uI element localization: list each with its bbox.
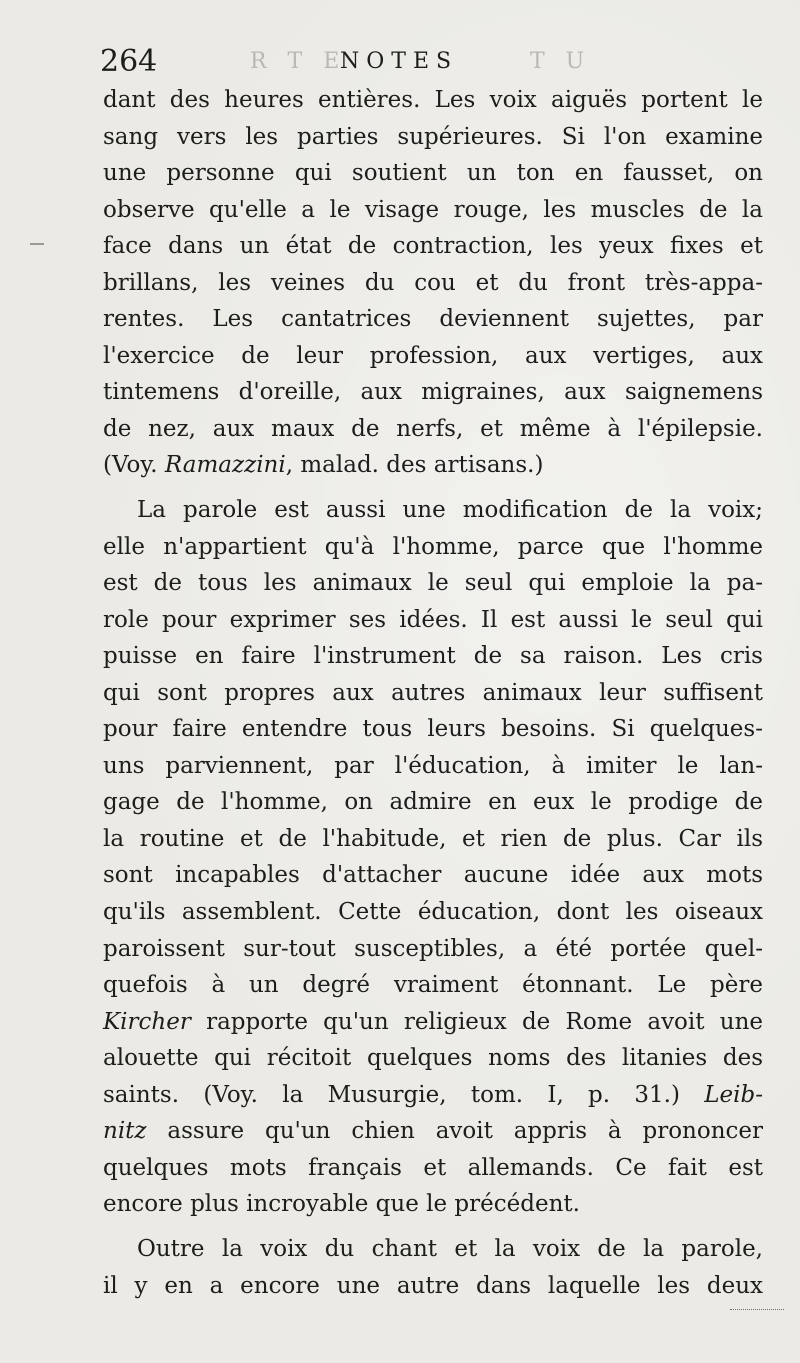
page-number: 264 [100, 44, 158, 79]
text-line: rentes. Les cantatrices deviennent sujettes, par [103, 306, 763, 333]
text-line: observe qu'elle a le visage rouge, les muscles de la [103, 196, 763, 223]
text-line: Kircher rapporte qu'un religieux de Rome avoit une [103, 1008, 763, 1035]
text-line: alouette qui récitoit quelques noms des litanies des [103, 1045, 763, 1072]
text-line: nitz assure qu'un chien avoit appris à prononcer [103, 1118, 763, 1145]
paragraph [103, 82, 763, 484]
text-line: elle n'appartient qu'à l'homme, parce que l'homme [103, 533, 763, 560]
text-line: gage de l'homme, on admire en eux le prodige de [103, 789, 763, 816]
text-line: est de tous les animaux le seul qui emploie la pa- [103, 570, 763, 597]
text-line: uns parviennent, par l'éducation, à imiter le lan- [103, 752, 763, 779]
text-line: de nez, aux maux de nerfs, et même à l'épilepsie. [103, 415, 763, 442]
text-line: quefois à un degré vraiment étonnant. Le père [103, 972, 763, 999]
cited-author: nitz [103, 1118, 147, 1145]
body-text [103, 82, 763, 1304]
page-header [100, 44, 760, 84]
show-through-text: R T E [250, 49, 347, 74]
text-line: paroissent sur-tout susceptibles, a été portée quel- [103, 935, 763, 962]
citation-rest: , malad. des artisans.) [285, 452, 544, 479]
cited-author: Ramazzini [164, 452, 286, 479]
text-line: puisse en faire l'instrument de sa raison. Les cris [103, 643, 763, 670]
text-line: encore plus incroyable que le précédent. [103, 1191, 580, 1218]
text-line: il y en a encore une autre dans laquelle les deux [103, 1272, 763, 1299]
cited-author: Kircher [103, 1008, 191, 1035]
text-line: tintemens d'oreille, aux migraines, aux saignemens [103, 379, 763, 406]
text-line: face dans un état de contraction, les yeux fixes et [103, 233, 763, 260]
text-line: qu'ils assemblent. Cette éducation, dont les oiseaux [103, 899, 763, 926]
text-line: brillans, les veines du cou et du front très-appa- [103, 269, 763, 296]
text-line: la routine et de l'habitude, et rien de plus. Car ils [103, 825, 763, 852]
show-through-text: T U [530, 49, 592, 74]
running-head: NOTES [340, 49, 459, 74]
paragraph [103, 1231, 763, 1304]
text-line: Outre la voix du chant et la voix de la parole, [137, 1235, 763, 1262]
text-line: pour faire entendre tous leurs besoins. Si quelques- [103, 716, 763, 743]
text-line: sont incapables d'attacher aucune idée aux mots [103, 862, 763, 889]
text-line: role pour exprimer ses idées. Il est aussi le seul qui [103, 606, 763, 633]
text-line: une personne qui soutient un ton en fausset, on [103, 160, 763, 187]
citation-line [103, 447, 763, 484]
cited-author: Leib- [704, 1081, 763, 1108]
text-line: l'exercice de leur profession, aux vertiges, aux [103, 342, 763, 369]
text-line: quelques mots français et allemands. Ce fait est [103, 1154, 763, 1181]
margin-mark [30, 243, 44, 245]
text-line: saints. (Voy. la Musurgie, tom. I, p. 31.) Leib- [103, 1081, 763, 1108]
citation-open: (Voy. [103, 452, 165, 479]
text-line: La parole est aussi une modification de la voix; [137, 497, 763, 524]
paragraph [103, 492, 763, 1223]
footer-rule [730, 1309, 784, 1310]
text-line: dant des heures entières. Les voix aiguës portent le [103, 87, 763, 113]
text-line: sang vers les parties supérieures. Si l'on examine [103, 123, 763, 150]
text-line: qui sont propres aux autres animaux leur suffisent [103, 679, 763, 706]
